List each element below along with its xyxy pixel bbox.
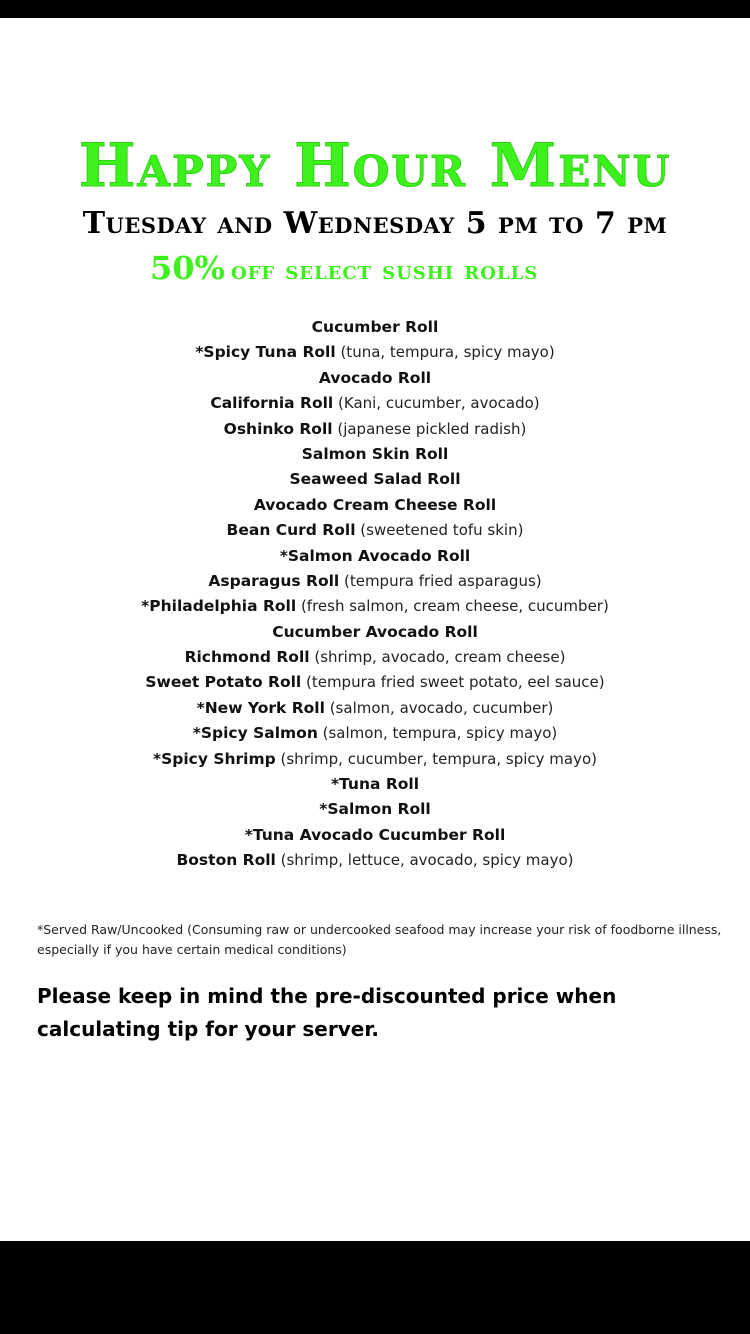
menu-item [0, 797, 750, 822]
roll-description: (japanese pickled radish) [332, 419, 527, 438]
bottom-frame-bar [0, 1241, 750, 1334]
menu-item [0, 747, 750, 772]
menu-item [0, 442, 750, 467]
tip-reminder: Please keep in mind the pre-discounted price when calculating tip for your server. [37, 984, 617, 1041]
top-frame-bar [0, 0, 750, 18]
roll-name: California Roll [210, 394, 334, 413]
roll-name: Boston Roll [176, 851, 276, 870]
promo-percent: 50% [150, 249, 225, 287]
roll-description: (salmon, tempura, spicy mayo) [317, 724, 558, 743]
menu-item [0, 696, 750, 721]
menu-item [0, 518, 750, 543]
menu-item [0, 645, 750, 670]
sushi-roll-list [0, 315, 750, 874]
menu-item [0, 823, 750, 848]
roll-name: *Philadelphia Roll [141, 597, 297, 616]
menu-item [0, 620, 750, 645]
roll-name: *Spicy Tuna Roll [195, 343, 336, 362]
menu-item [0, 493, 750, 518]
roll-name: *Tuna Avocado Cucumber Roll [244, 825, 506, 844]
roll-name: *New York Roll [196, 698, 325, 717]
menu-item [0, 772, 750, 797]
roll-name: *Spicy Shrimp [152, 749, 276, 768]
raw-food-disclaimer: *Served Raw/Uncooked (Consuming raw or undercooked seafood may increase your risk of foodborne illness, especially if you have certain medical conditions) [37, 922, 722, 957]
roll-name: Oshinko Roll [223, 419, 333, 438]
menu-item [0, 670, 750, 695]
roll-description: (sweetened tofu skin) [355, 521, 524, 540]
promo-line [150, 250, 538, 292]
roll-description: (Kani, cucumber, avocado) [333, 394, 540, 413]
menu-title: Happy Hour Menu [78, 131, 672, 201]
roll-name: Avocado Roll [318, 368, 432, 387]
menu-item [0, 340, 750, 365]
roll-name: Bean Curd Roll [226, 521, 356, 540]
roll-description: (shrimp, lettuce, avocado, spicy mayo) [275, 851, 574, 870]
hours-subtitle: Tuesday and Wednesday 5 pm to 7 pm [82, 206, 668, 241]
menu-item [0, 391, 750, 416]
roll-name: *Tuna Roll [330, 775, 420, 794]
menu-item [0, 848, 750, 873]
roll-description: (tempura fried asparagus) [339, 571, 542, 590]
roll-description: (tempura fried sweet potato, eel sauce) [301, 673, 605, 692]
roll-name: Cucumber Avocado Roll [272, 622, 478, 641]
roll-description: (shrimp, avocado, cream cheese) [309, 648, 566, 667]
roll-name: *Spicy Salmon [192, 724, 318, 743]
roll-name: Seaweed Salad Roll [289, 470, 461, 489]
roll-name: *Salmon Avocado Roll [279, 546, 471, 565]
menu-item [0, 721, 750, 746]
roll-description: (tuna, tempura, spicy mayo) [335, 343, 555, 362]
menu-item [0, 315, 750, 340]
menu-item [0, 467, 750, 492]
roll-name: Richmond Roll [184, 648, 310, 667]
roll-name: Cucumber Roll [311, 318, 439, 336]
menu-item [0, 594, 750, 619]
promo-text: off select sushi rolls [230, 256, 539, 286]
menu-item [0, 569, 750, 594]
roll-description: (shrimp, cucumber, tempura, spicy mayo) [275, 749, 598, 768]
menu-item [0, 366, 750, 391]
roll-name: Avocado Cream Cheese Roll [253, 495, 497, 514]
menu-item [0, 417, 750, 442]
roll-name: Asparagus Roll [208, 571, 340, 590]
roll-name: Sweet Potato Roll [145, 673, 302, 692]
roll-name: *Salmon Roll [319, 800, 431, 819]
menu-page [0, 18, 750, 1241]
menu-item [0, 544, 750, 569]
roll-name: Salmon Skin Roll [301, 444, 449, 463]
roll-description: (fresh salmon, cream cheese, cucumber) [296, 597, 609, 616]
roll-description: (salmon, avocado, cucumber) [324, 698, 554, 717]
